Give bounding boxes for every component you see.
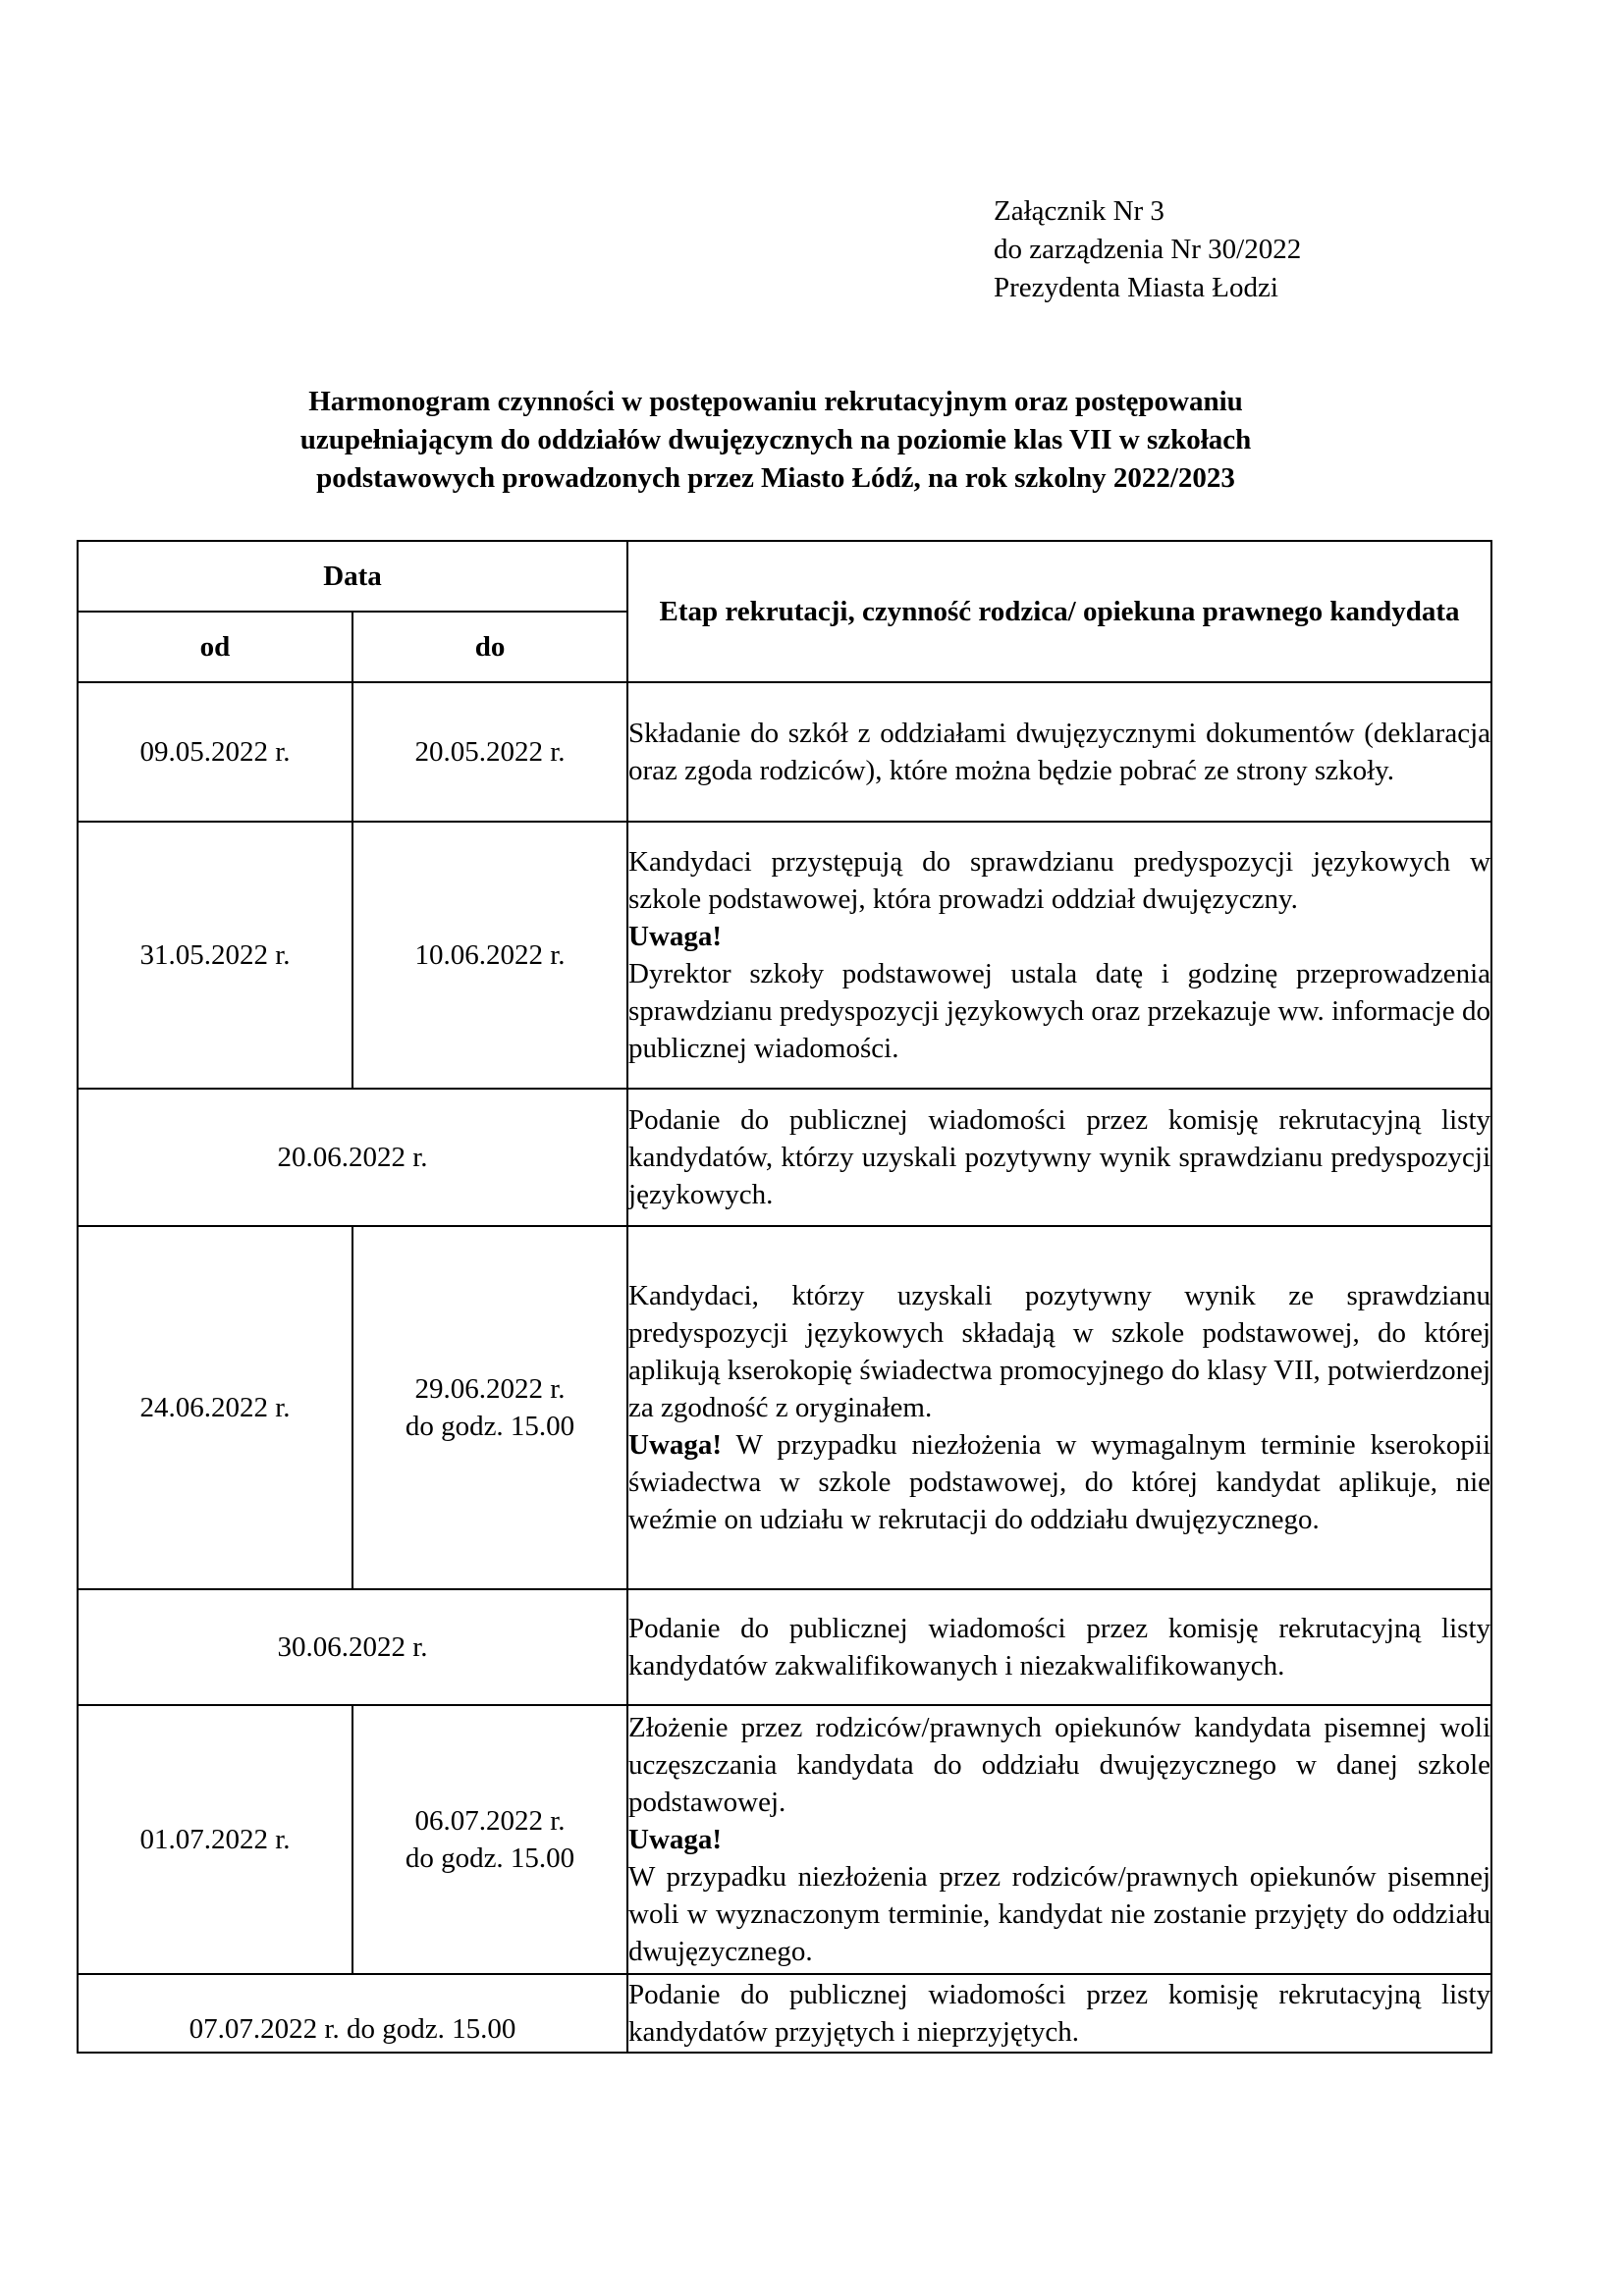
row-1-date-from: 09.05.2022 r. (78, 682, 352, 822)
row-3-text: Podanie do publicznej wiadomości przez komisję rekrutacyjną listy kandydatów, którzy uzyskali pozytywny wynik sprawdzianu predyspozycji językowych. (628, 1104, 1491, 1210)
row-1-text: Składanie do szkół z oddziałami dwujęzycznymi dokumentów (deklaracja oraz zgoda rodziców), które można będzie pobrać ze strony szkoły. (628, 718, 1491, 786)
table-row (78, 1089, 1491, 1226)
row-4-description (627, 1226, 1491, 1589)
row-1-date-to: 20.05.2022 r. (352, 682, 627, 822)
title-line-2: uzupełniającym do oddziałów dwujęzycznych na poziomie klas VII w szkołach (299, 424, 1252, 455)
row-2-date-from: 31.05.2022 r. (78, 822, 352, 1089)
row-2-text: Kandydaci przystępują do sprawdzianu predyspozycji językowych w szkole podstawowej, która prowadzi oddział dwujęzyczny. (628, 846, 1491, 915)
header-stage: Etap rekrutacji, czynność rodzica/ opiekuna prawnego kandydata (627, 541, 1491, 682)
table-header-row (78, 541, 1491, 612)
row-3-description (627, 1089, 1491, 1226)
row-5-date: 30.06.2022 r. (78, 1589, 627, 1705)
table-row (78, 1974, 1491, 2053)
row-2-note: Dyrektor szkoły podstawowej ustala datę i godzinę przeprowadzenia sprawdzianu predyspozycji językowych oraz przekazuje ww. informacje do publicznej wiadomości. (628, 958, 1491, 1064)
row-6-description (627, 1705, 1491, 1974)
title-line-3: podstawowych prowadzonych przez Miasto Łódź, na rok szkolny 2022/2023 (316, 462, 1235, 494)
table-row (78, 1226, 1491, 1589)
row-4-date-from: 24.06.2022 r. (78, 1226, 352, 1589)
row-4-note: W przypadku niezłożenia w wymagalnym terminie kserokopii świadectwa w szkole podstawowej, do której kandydat aplikuje, nie weźmie on udziału w rekrutacji do oddziału dwujęzycznego. (628, 1429, 1491, 1535)
row-6-date-to-day: 06.07.2022 r. (414, 1805, 566, 1837)
row-7-text: Podanie do publicznej wiadomości przez komisję rekrutacyjną listy kandydatów przyjętych i nieprzyjętych. (628, 1979, 1491, 2048)
annex-ordinance: do zarządzenia Nr 30/2022 (994, 234, 1302, 265)
row-4-date-to-day: 29.06.2022 r. (414, 1373, 566, 1405)
row-3-date: 20.06.2022 r. (78, 1089, 627, 1226)
annex-reference (994, 192, 1301, 307)
table-row (78, 1705, 1491, 1974)
table-row (78, 822, 1491, 1089)
row-2-note-label: Uwaga! (628, 921, 723, 952)
row-4-note-label: Uwaga! (628, 1429, 723, 1461)
row-1-description (627, 682, 1491, 822)
row-7-date: 07.07.2022 r. do godz. 15.00 (78, 1974, 627, 2053)
row-6-date-to-hour: do godz. 15.00 (405, 1842, 575, 1874)
recruitment-schedule-table (77, 540, 1492, 2054)
row-5-description (627, 1589, 1491, 1705)
row-4-date-to (352, 1226, 627, 1589)
header-do: do (352, 612, 627, 682)
annex-issuer: Prezydenta Miasta Łodzi (994, 272, 1278, 303)
row-4-date-to-hour: do godz. 15.00 (405, 1411, 575, 1442)
table-row (78, 1589, 1491, 1705)
row-2-date-to: 10.06.2022 r. (352, 822, 627, 1089)
row-6-date-to (352, 1705, 627, 1974)
row-2-description (627, 822, 1491, 1089)
row-7-description (627, 1974, 1491, 2053)
row-6-note-label: Uwaga! (628, 1824, 723, 1855)
row-6-note: W przypadku niezłożenia przez rodziców/prawnych opiekunów pisemnej woli w wyznaczonym terminie, kandydat nie zostanie przyjęty do oddziału dwujęzycznego. (628, 1861, 1491, 1967)
title-line-1: Harmonogram czynności w postępowaniu rekrutacyjnym oraz postępowaniu (308, 386, 1243, 417)
header-data: Data (78, 541, 627, 612)
row-4-text: Kandydaci, którzy uzyskali pozytywny wynik ze sprawdzianu predyspozycji językowych składają w szkole podstawowej, do której aplikują kserokopię świadectwa promocyjnego do klasy VII, potwierdzonej za zgodność z oryginałem. (628, 1280, 1491, 1423)
document-title (147, 383, 1404, 498)
annex-number: Załącznik Nr 3 (994, 195, 1164, 227)
row-6-date-from: 01.07.2022 r. (78, 1705, 352, 1974)
row-5-text: Podanie do publicznej wiadomości przez komisję rekrutacyjną listy kandydatów zakwalifikowanych i niezakwalifikowanych. (628, 1613, 1491, 1682)
row-6-text: Złożenie przez rodziców/prawnych opiekunów kandydata pisemnej woli uczęszczania kandydata do oddziału dwujęzycznego w danej szkole podstawowej. (628, 1712, 1491, 1818)
table-row (78, 682, 1491, 822)
header-od: od (78, 612, 352, 682)
